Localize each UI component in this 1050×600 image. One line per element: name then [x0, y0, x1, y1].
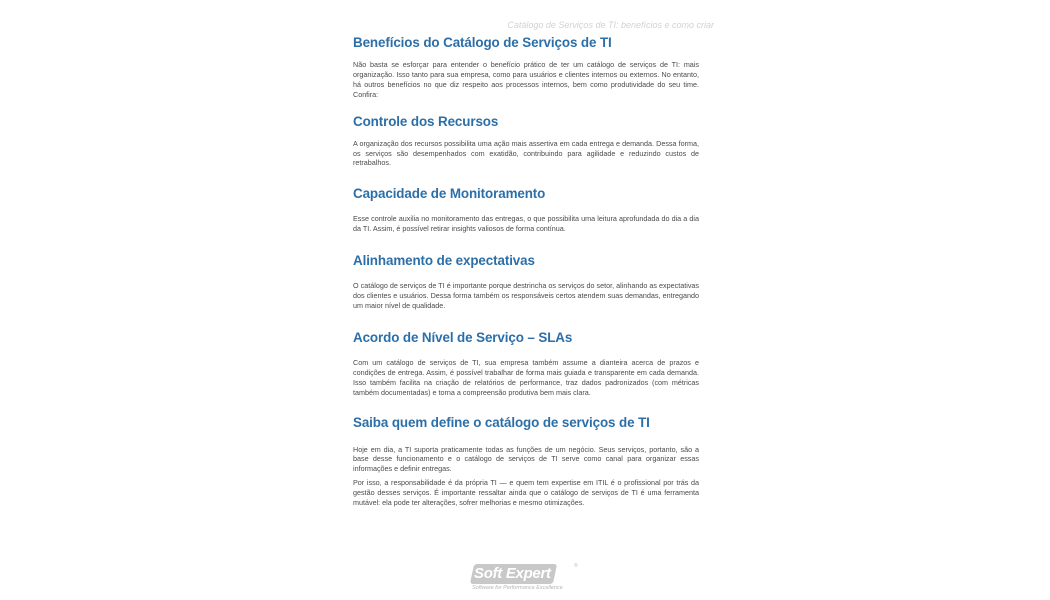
logo-wordmark: Soft Expert: [474, 565, 551, 582]
section-paragraph: Hoje em dia, a TI suporta praticamente todas as funções de um negócio. Seus serviços, portanto, são a base desse funcionamento e o catálogo de serviços de TI serve como canal para organizar essas informações e definir entregas.: [353, 444, 699, 474]
section-alinhamento: [353, 252, 699, 311]
section-quem-define: [353, 414, 699, 508]
section-heading: Benefícios do Catálogo de Serviços de TI: [353, 35, 612, 50]
section-paragraph: O catálogo de serviços de TI é importante porque destrincha os serviços do setor, alinhando as expectativas dos clientes e usuários. Dessa forma também os responsáveis certos atendem suas demandas, entregando um maior nível de qualidade.: [353, 281, 699, 310]
section-paragraph: Esse controle auxilia no monitoramento das entregas, o que possibilita uma leitura aprofundada do dia a dia da TI. Assim, é possível retirar insights valiosos de forma contínua.: [353, 214, 699, 234]
section-paragraph: A organização dos recursos possibilita uma ação mais assertiva em cada entrega e demanda. Dessa forma, os serviços são desempenhados com exatidão, contribuindo para agilidade e reduzindo custos de retrabalhos.: [353, 138, 699, 168]
registered-mark: ®: [574, 563, 578, 569]
section-heading: Alinhamento de expectativas: [353, 253, 535, 269]
section-paragraph: Com um catálogo de serviços de TI, sua empresa também assume a dianteira acerca de prazos e condições de entrega. Assim, é possível trabalhar de forma mais guiada e transparente em cada demanda. Isso também facilita na criação de relatórios de performance, traz dados padronizados (com métricas também documentadas) e torna a compreensão produtiva bem mais clara.: [353, 357, 699, 397]
section-paragraph: Por isso, a responsabilidade é da própria TI — e quem tem expertise em ITIL é o profissional por trás da gestão desses serviços. É importante ressaltar ainda que o catálogo de serviços de TI é uma ferramenta mutável: ela pode ter alterações, sofrer melhorias e mesmo otimizações.: [353, 478, 699, 508]
section-heading: Acordo de Nível de Serviço – SLAs: [353, 329, 573, 345]
softexpert-logo: [470, 562, 582, 594]
running-header: Catálogo de Serviços de TI: benefícios e como criar: [507, 20, 714, 30]
section-heading: Saiba quem define o catálogo de serviços de TI: [353, 414, 650, 430]
section-paragraph: Não basta se esforçar para entender o benefício prático de ter um catálogo de serviços de TI: mais organização. Isso tanto para sua empresa, como para usuários e clientes internos ou externos. No entanto, há outros benefícios no que diz respeito aos processos internos, bem como produtividade do seu time. Confira:: [353, 60, 699, 99]
section-controle-recursos: [353, 113, 699, 169]
section-monitoramento: [353, 185, 699, 234]
logo-tagline: Software for Performance Excellence: [472, 585, 563, 591]
document-body: [353, 34, 699, 508]
section-beneficios: [353, 34, 699, 100]
section-heading: Capacidade de Monitoramento: [353, 186, 546, 202]
section-heading: Controle dos Recursos: [353, 113, 499, 129]
section-slas: [353, 329, 699, 398]
